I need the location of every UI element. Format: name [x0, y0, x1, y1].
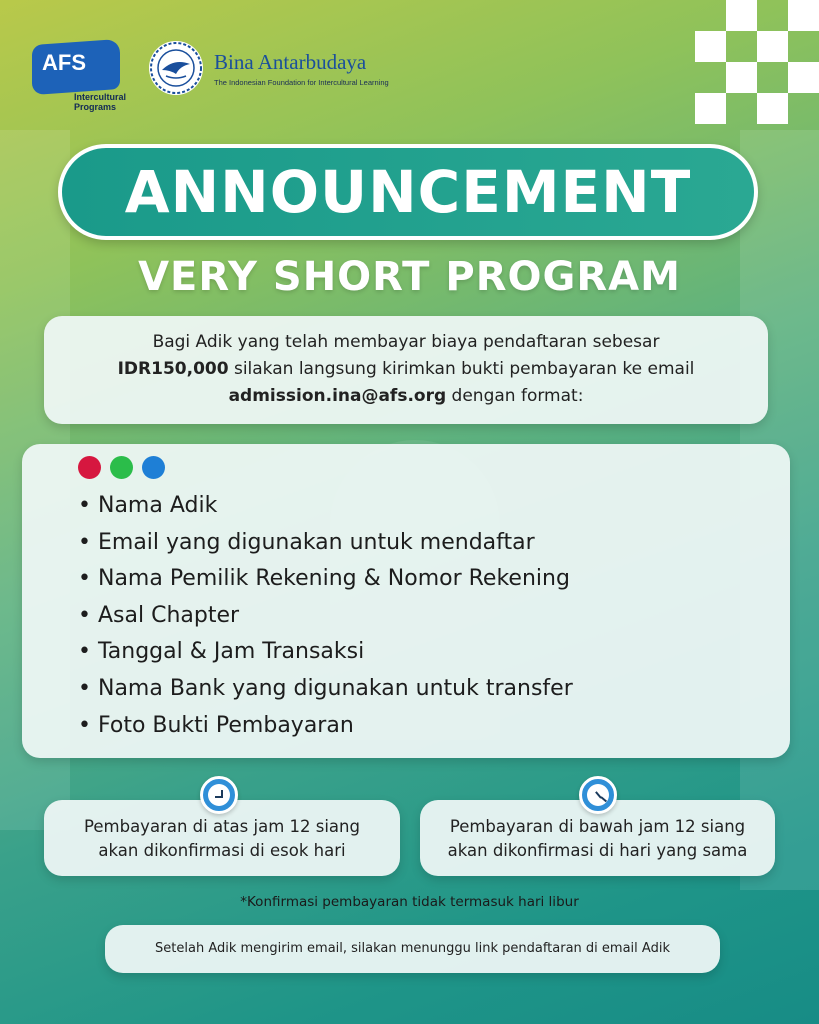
afs-logo [32, 42, 132, 112]
admission-email: admission.ina@afs.org [228, 386, 447, 406]
list-item: • Tanggal & Jam Transaksi [78, 634, 573, 671]
intro-line-2-text: silakan langsung kirimkan bukti pembayaran ke email [228, 359, 695, 379]
fee-amount: IDR150,000 [117, 359, 229, 379]
closing-text: Setelah Adik mengirim email, silakan menunggu link pendaftaran di email Adik [155, 941, 670, 956]
list-item: • Nama Pemilik Rekening & Nomor Rekening [78, 561, 573, 598]
blue-dot-icon [142, 456, 165, 479]
intro-line-3 [44, 383, 768, 410]
program-subtitle: VERY SHORT PROGRAM [138, 254, 681, 300]
afs-logo-subtitle [74, 92, 126, 112]
afs-subtitle-line1: Intercultural [74, 92, 127, 102]
holiday-footnote: *Konfirmasi pembayaran tidak termasuk hari libur [240, 894, 579, 910]
list-item: • Foto Bukti Pembayaran [78, 708, 573, 745]
bina-tagline: The Indonesian Foundation for Intercultural Learning [214, 78, 389, 87]
format-list [78, 488, 573, 744]
note-right-line-2: akan dikonfirmasi di hari yang sama [447, 841, 748, 860]
intro-line-1: Bagi Adik yang telah membayar biaya pendaftaran sebesar [152, 332, 660, 352]
note-left-line-2: akan dikonfirmasi di esok hari [98, 841, 346, 860]
list-item: • Nama Adik [78, 488, 573, 525]
intro-card [44, 316, 768, 424]
bina-seal-icon [148, 40, 204, 96]
note-left-line-1: Pembayaran di atas jam 12 siang [84, 817, 360, 836]
page-title: ANNOUNCEMENT [124, 158, 692, 226]
bina-title: Bina Antarbudaya [214, 50, 367, 74]
clock-icon [579, 776, 617, 814]
list-item: • Nama Bank yang digunakan untuk transfer [78, 671, 573, 708]
afs-logo-mark: AFS [42, 50, 86, 75]
list-item: • Email yang digunakan untuk mendaftar [78, 525, 573, 562]
list-item: • Asal Chapter [78, 598, 573, 635]
intro-line-3-text: dengan format: [446, 386, 584, 406]
red-dot-icon [78, 456, 101, 479]
announcement-banner [58, 144, 758, 240]
closing-card [105, 925, 720, 973]
note-right-line-1: Pembayaran di bawah jam 12 siang [449, 817, 746, 836]
checker-pattern [695, 0, 819, 124]
clock-icon [200, 776, 238, 814]
green-dot-icon [110, 456, 133, 479]
format-list-card [22, 444, 790, 758]
intro-line-2 [44, 356, 768, 383]
bina-antarbudaya-logo [148, 40, 408, 96]
afs-subtitle-line2: Programs [74, 102, 117, 112]
